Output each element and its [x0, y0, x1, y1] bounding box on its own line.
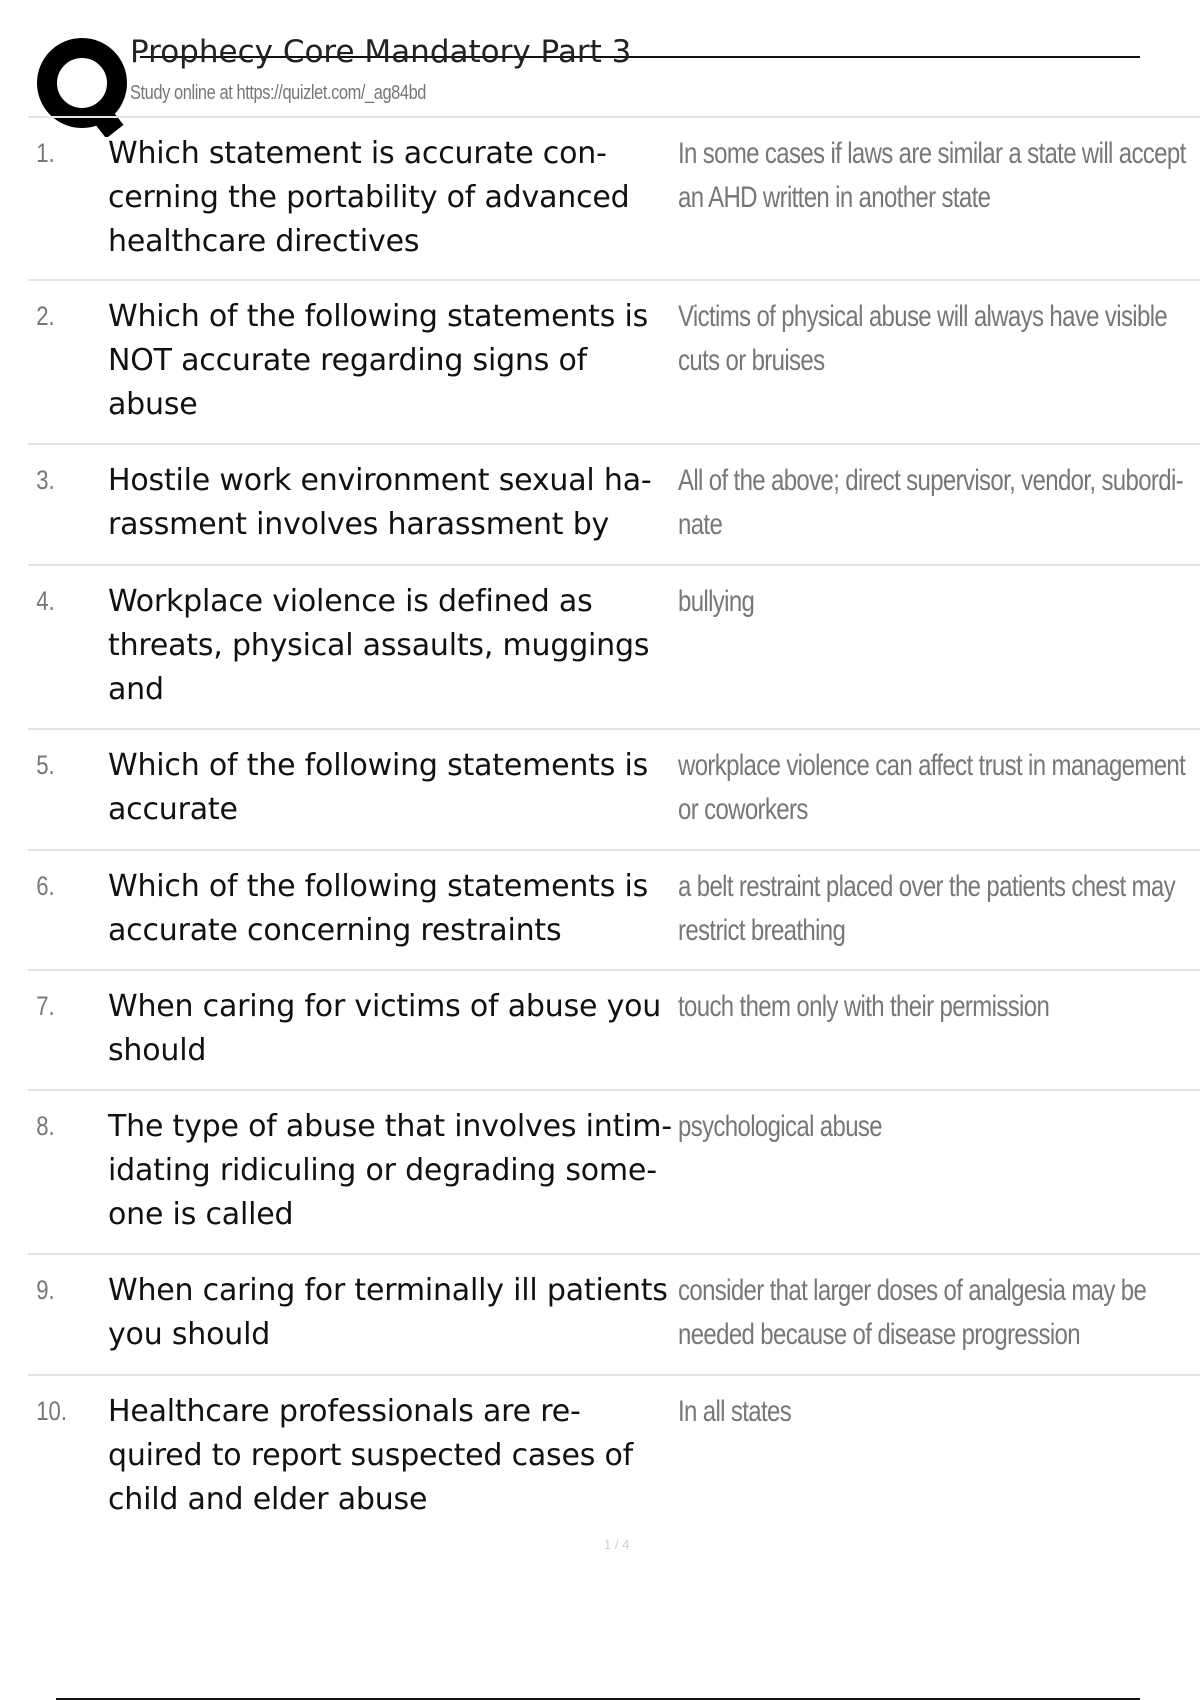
page-number: 1 / 4 [604, 1537, 630, 1552]
flashcard-row [28, 1376, 1200, 1526]
card-definition: psychological abuse [678, 1110, 882, 1143]
card-term: Which of the following statements is NOT accurate regarding signs of abuse [108, 299, 649, 422]
card-number: 4. [36, 586, 55, 616]
card-definition: In some cases if laws are similar a state will accept an AHD written in another state [678, 137, 1186, 214]
document-header [28, 28, 1140, 118]
card-definition: Victims of physical abuse will always have visible cuts or bruises [678, 300, 1168, 377]
flashcard-list [28, 118, 1200, 1526]
flashcard-row [28, 1255, 1200, 1376]
flashcard-row [28, 730, 1200, 851]
flashcard-row [28, 445, 1200, 566]
card-number: 2. [36, 301, 55, 331]
flashcard-row [28, 851, 1200, 971]
card-definition: bullying [678, 585, 755, 618]
document-subtitle: Study online at https://quizlet.com/_ag84bd [130, 82, 427, 104]
card-term: Which of the following statements is accurate [108, 748, 649, 827]
card-term: Hostile work environment sexual ha- rassment involves harassment by [108, 463, 652, 542]
document-title: Prophecy Core Mandatory Part 3 [130, 34, 632, 70]
flashcard-row [28, 971, 1200, 1091]
card-term: Healthcare professionals are re- quired to report suspected cases of child and elder abuse [108, 1394, 634, 1517]
card-number: 10. [36, 1396, 67, 1426]
card-term: When caring for victims of abuse you should [108, 989, 662, 1068]
card-term: Which of the following statements is accurate concerning restraints [108, 869, 649, 948]
card-term: When caring for terminally ill patients you should [108, 1273, 668, 1352]
card-term: Workplace violence is defined as threats, physical assaults, muggings and [108, 584, 650, 707]
card-term: Which statement is accurate con- cerning the portability of advanced healthcare directives [108, 136, 630, 259]
card-definition: consider that larger doses of analgesia may be needed because of disease progression [678, 1274, 1147, 1351]
card-number: 7. [36, 991, 55, 1021]
card-definition: All of the above; direct supervisor, vendor, subordi- nate [678, 464, 1184, 541]
flashcard-row [28, 566, 1200, 730]
card-definition: a belt restraint placed over the patients chest may restrict breathing [678, 870, 1175, 947]
card-number: 3. [36, 465, 55, 495]
card-definition: In all states [678, 1395, 792, 1428]
flashcard-row [28, 281, 1200, 445]
card-number: 9. [36, 1275, 55, 1305]
card-number: 6. [36, 871, 55, 901]
card-definition: workplace violence can affect trust in management or coworkers [678, 749, 1186, 826]
flashcard-row [28, 118, 1200, 281]
flashcard-row [28, 1091, 1200, 1255]
card-number: 1. [36, 138, 55, 168]
card-term: The type of abuse that involves intim- idating ridiculing or degrading some- one is called [108, 1109, 672, 1232]
card-definition: touch them only with their permission [678, 990, 1050, 1023]
card-number: 5. [36, 750, 55, 780]
card-number: 8. [36, 1111, 55, 1141]
